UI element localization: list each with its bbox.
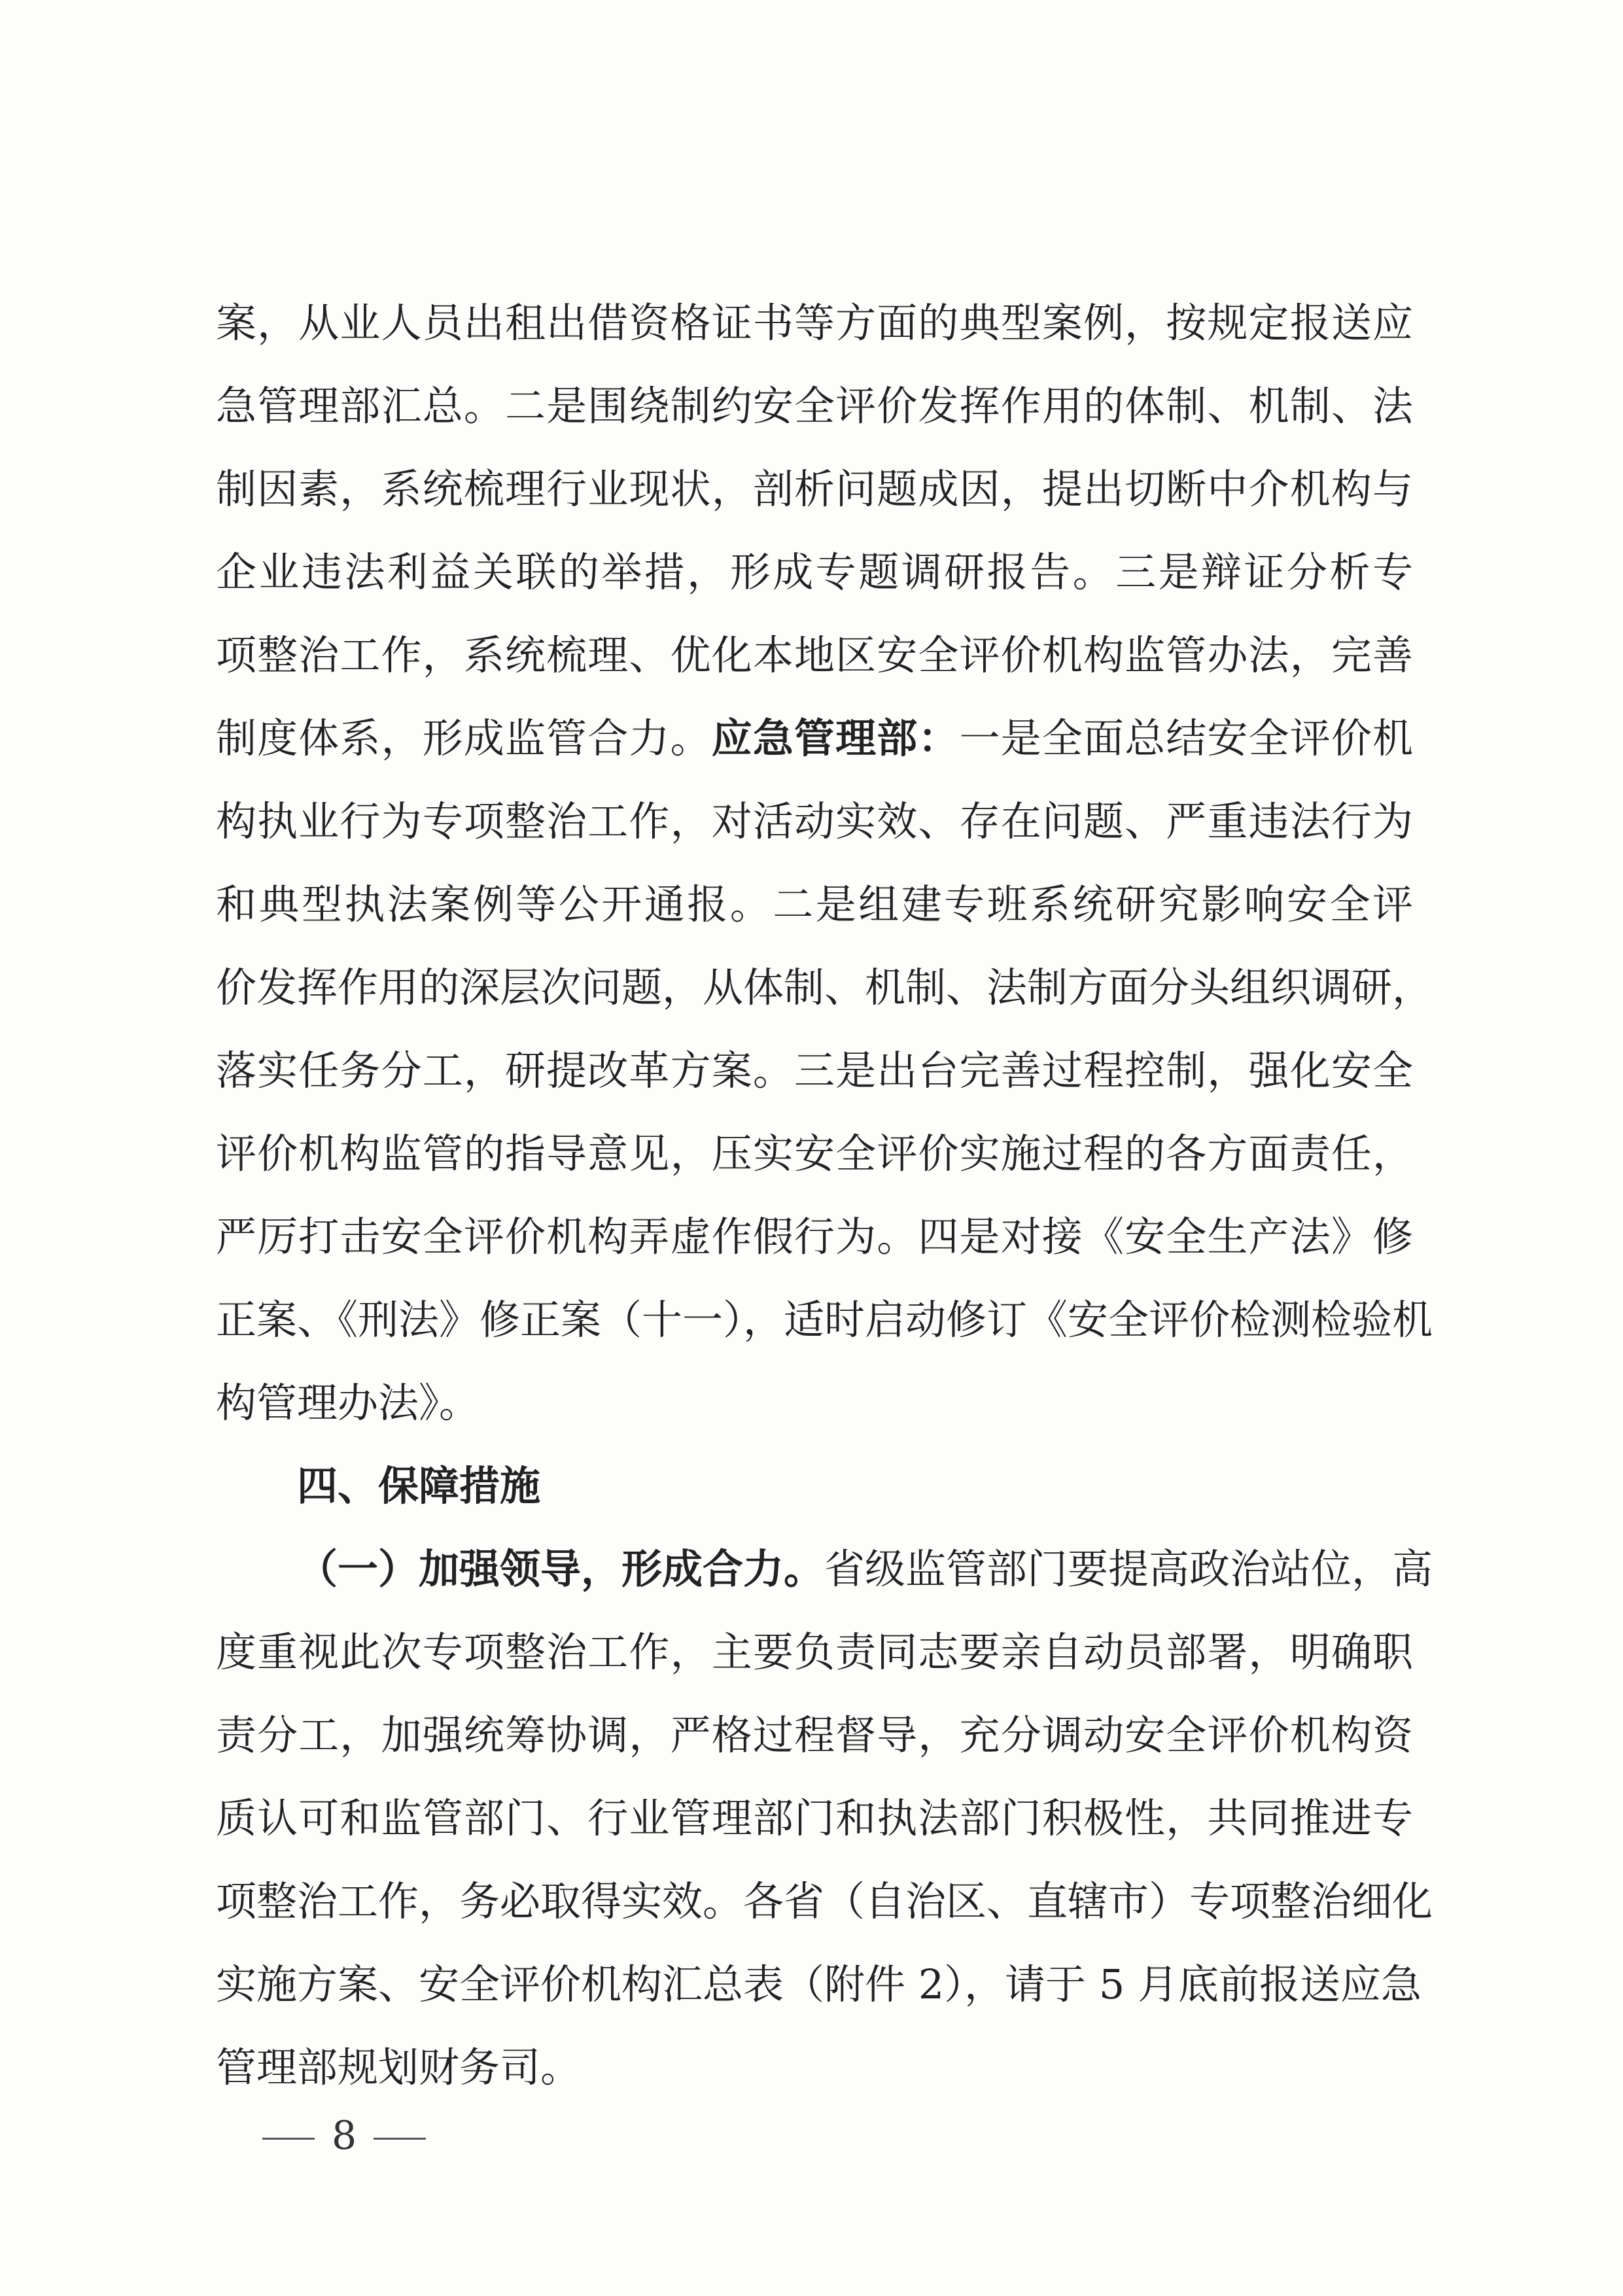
document-body (216, 281, 1433, 2109)
text-run: 制度体系，形成监管合力。 (216, 714, 712, 762)
text-line: 制因素，系统梳理行业现状，剖析问题成因，提出切断中介机构与 (216, 465, 1413, 513)
text-line: 管理部规划财务司。 (216, 2044, 582, 2091)
text-line: 实施方案、安全评价机构汇总表（附件 2），请于 5 月底前报送应急 (216, 1960, 1422, 2008)
text-line: 和典型执法案例等公开通报。二是组建专班系统研究影响安全评 (216, 880, 1413, 928)
text-line: 项整治工作，系统梳理、优化本地区安全评价机构监管办法，完善 (216, 631, 1413, 679)
page-number-value: 8 (332, 2113, 357, 2159)
text-line-mixed (216, 697, 1413, 780)
text-line: 构管理办法》。 (216, 1379, 480, 1427)
text-line: 价发挥作用的深层次问题，从体制、机制、法制方面分头组织调研， (216, 964, 1433, 1011)
page-number (245, 2110, 443, 2162)
ministry-label: 应急管理部： (711, 714, 960, 762)
dash-left (262, 2138, 315, 2140)
text-line: 质认可和监管部门、行业管理部门和执法部门积极性，共同推进专 (216, 1794, 1413, 1842)
text-line: 责分工，加强统筹协调，严格过程督导，充分调动安全评价机构资 (216, 1711, 1413, 1759)
section-heading: 四、保障措施 (297, 1462, 541, 1510)
text-line: 度重视此次专项整治工作，主要负责同志要亲自动员部署，明确职 (216, 1628, 1413, 1676)
text-line: 正案、《刑法》修正案（十一），适时启动修订《安全评价检测检验机 (216, 1296, 1433, 1344)
text-line: 企业违法利益关联的举措，形成专题调研报告。三是辩证分析专 (216, 548, 1413, 596)
text-line: 评价机构监管的指导意见，压实安全评价实施过程的各方面责任， (216, 1130, 1413, 1177)
text-line: 案，从业人员出租出借资格证书等方面的典型案例，按规定报送应 (216, 299, 1413, 347)
dash-right (374, 2138, 426, 2140)
text-line: 落实任务分工，研提改革方案。三是出台完善过程控制，强化安全 (216, 1047, 1413, 1094)
text-line: 构执业行为专项整治工作，对活动实效、存在问题、严重违法行为 (216, 797, 1413, 845)
text-line: 项整治工作，务必取得实效。各省（自治区、直辖市）专项整治细化 (216, 1877, 1433, 1925)
text-line-mixed (216, 1527, 1433, 1610)
text-line: 严厉打击安全评价机构弄虚作假行为。四是对接《安全生产法》修 (216, 1213, 1413, 1261)
subsection-heading: （一）加强领导，形成合力。 (297, 1545, 825, 1593)
text-line: 急管理部汇总。二是围绕制约安全评价发挥作用的体制、机制、法 (216, 382, 1413, 430)
text-run: 省级监管部门要提高政治站位，高 (824, 1545, 1433, 1593)
text-run: 一是全面总结安全评价机 (959, 714, 1413, 762)
